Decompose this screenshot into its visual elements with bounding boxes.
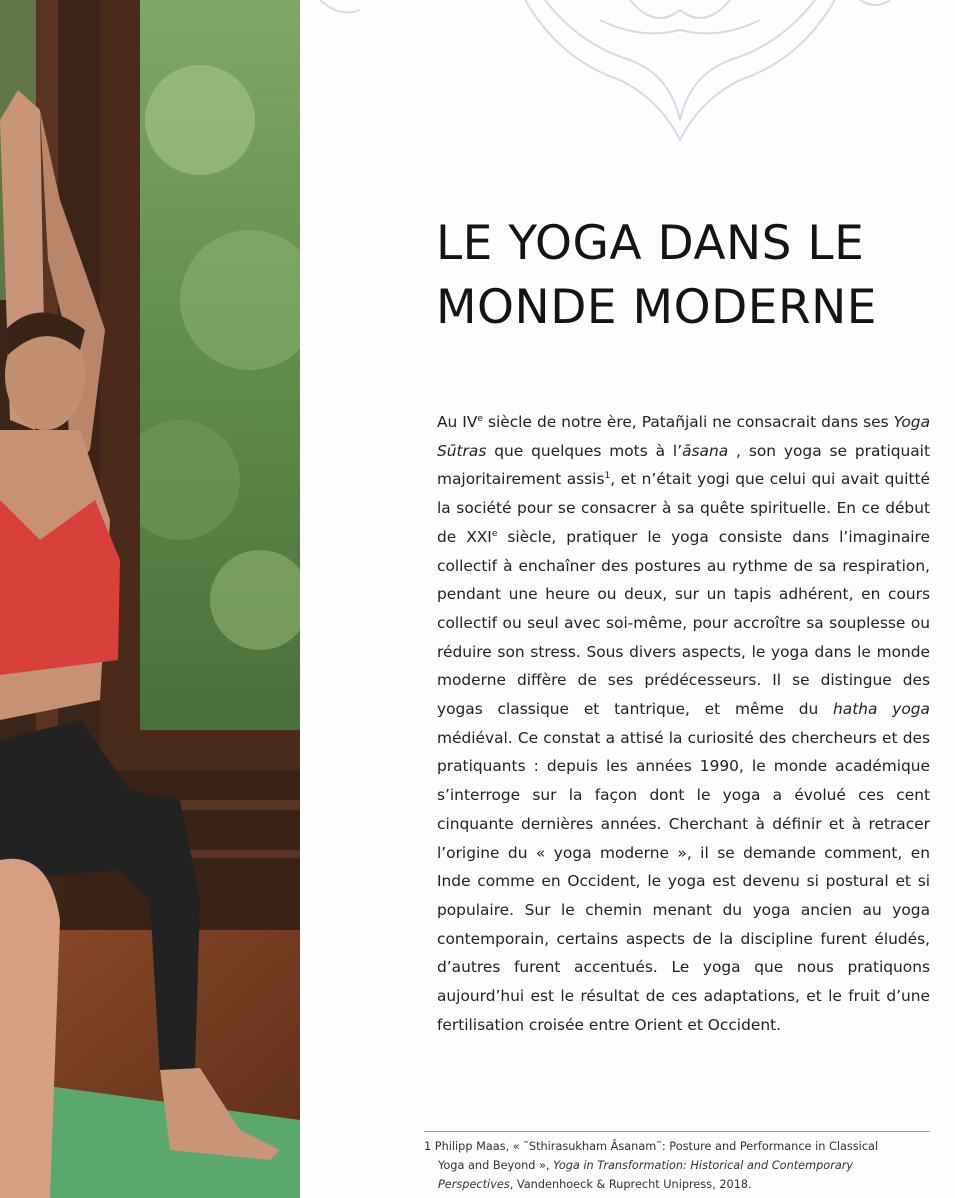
body-text-segment: que quelques mots à l’	[486, 441, 683, 460]
body-text-segment: siècle de notre ère, Patañjali ne consacrait dans ses	[482, 413, 894, 431]
body-text-segment: siècle, pratiquer le yoga consiste dans l’imaginaire collectif à enchaîner des postures au rythme de sa respiration, pendant une heure ou deux, sur un tapis adhérent, en cours collectif ou seul avec soi-même, pour accroître sa souplesse ou réduire son stress. Sous divers aspects, le yoga dans le monde moderne diffère de ses prédécesseurs. Il se distingue des yogas classique et tantrique, et même du	[437, 527, 930, 719]
footnote-text: Yoga and Beyond »,	[438, 1159, 554, 1172]
page-title	[436, 212, 936, 340]
body-text-segment: médiéval. Ce constat a attisé la curiosité des chercheurs et des pratiquants : depuis les années 1990, le monde académique s’interroge sur la façon dont le yoga a évolué ces cent cinquante dernières années. Cherchant à définir et à retracer l’origine du « yoga moderne », il se demande comment, en Inde comme en Occident, le yoga est devenu si postural et si populaire. Sur le chemin menant du yoga ancien au yoga contemporain, certains aspects de la discipline furent éludés, d’autres furent accentués. Le yoga que nous pratiquons aujourd’hui est le résultat de ces adaptations, et le fruit d’une fertilisation croisée entre Orient et Occident.	[437, 728, 930, 1034]
footnote	[424, 1137, 930, 1194]
decorative-ornament	[300, 0, 955, 150]
yoga-photo	[0, 0, 300, 1198]
footnote-italic: Perspectives	[438, 1178, 510, 1191]
body-text-segment: , son yoga se pratiquait majoritairement assis	[437, 441, 930, 489]
body-text-segment: , et n’était yogi que celui qui avait quitté la société pour se consacrer à sa quête spirituelle. En ce début de XXI	[437, 470, 930, 546]
italic-term: hatha yoga	[833, 700, 930, 719]
yoga-photo-illustration	[0, 0, 300, 1198]
italic-term: āsana	[682, 441, 729, 460]
italic-term: Yoga Sūtras	[437, 413, 930, 460]
superscript: e	[491, 528, 498, 539]
footnote-text: , Vandenhoeck & Ruprecht Unipress, 2018.	[509, 1178, 752, 1191]
footnote-divider	[424, 1131, 930, 1132]
title-line-2: MONDE MODERNE	[436, 280, 877, 335]
body-text-segment: Au IV	[437, 413, 478, 431]
footnote-text: 1 Philipp Maas, « ˜Sthirasukham Āsanam˜: Posture and Performance in Classical	[424, 1140, 879, 1153]
footnote-ref: 1	[604, 471, 611, 482]
title-line-1: LE YOGA DANS LE	[436, 216, 865, 271]
footnote-line-3	[424, 1175, 930, 1194]
superscript: e	[477, 413, 483, 424]
footnote-italic: Yoga in Transformation: Historical and Contemporary	[553, 1159, 854, 1172]
footnote-line-2	[424, 1156, 930, 1175]
body-paragraph	[437, 408, 930, 1039]
